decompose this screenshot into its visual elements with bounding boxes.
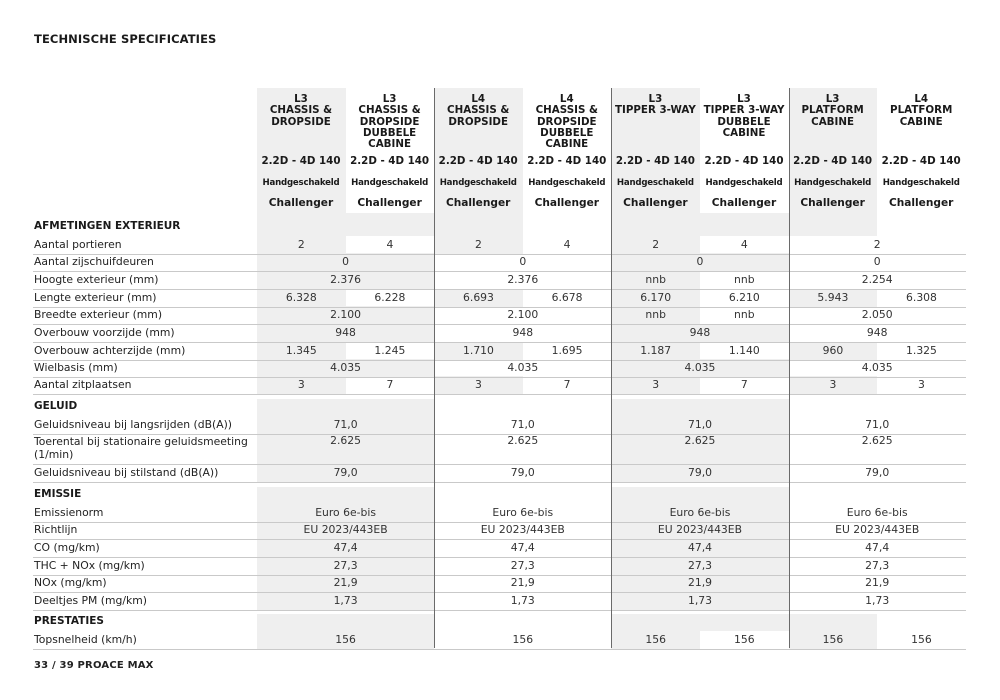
row-divider [33, 464, 966, 465]
row-label: Wielbasis (mm) [34, 361, 118, 374]
table-cell: 2.100 [330, 308, 362, 321]
table-cell: Euro 6e-bis [669, 506, 731, 519]
trim-label: Challenger [268, 197, 334, 209]
trim-label: Challenger [445, 197, 511, 209]
transmission-label: Handgeschakeld [262, 178, 340, 188]
table-cell: 2 [873, 238, 881, 251]
cell-shade [789, 213, 878, 236]
table-cell: 1.345 [285, 344, 317, 357]
model-name: L3 CHASSIS & DROPSIDE [269, 93, 333, 128]
transmission-label: Handgeschakeld [882, 178, 960, 188]
engine-label: 2.2D - 4D 140 [261, 155, 341, 167]
trim-label: Challenger [800, 197, 865, 209]
trim-label: Challenger [711, 197, 777, 209]
table-cell: nnb [734, 273, 755, 286]
engine-label: 2.2D - 4D 140 [350, 155, 430, 167]
transmission-label: Handgeschakeld [616, 178, 694, 188]
table-cell: 71,0 [865, 418, 890, 431]
table-cell: 6.228 [374, 291, 406, 304]
table-cell: 0 [873, 255, 881, 268]
table-cell: 0 [696, 255, 704, 268]
row-divider [33, 324, 966, 325]
model-name: L3 PLATFORM CABINE [801, 93, 864, 128]
engine-label: 2.2D - 4D 140 [881, 155, 961, 167]
table-cell: 71,0 [333, 418, 358, 431]
model-name: L3 TIPPER 3-WAY [614, 93, 696, 117]
page-footer: 33 / 39 PROACE MAX [34, 660, 154, 671]
row-label: Aantal zitplaatsen [34, 378, 132, 391]
row-divider [33, 342, 966, 343]
engine-label: 2.2D - 4D 140 [704, 155, 784, 167]
table-cell: 2 [652, 238, 660, 251]
table-cell: 948 [512, 326, 534, 339]
model-name: L4 CHASSIS & DROPSIDE DUBBELE CABINE [535, 93, 598, 151]
model-name: L3 CHASSIS & DROPSIDE DUBBELE CABINE [358, 93, 421, 151]
table-cell: 3 [829, 378, 837, 391]
table-cell: 4 [563, 238, 571, 251]
section-title: GELUID [34, 400, 78, 412]
row-label: THC + NOx (mg/km) [34, 559, 145, 572]
row-label: Richtlijn [34, 523, 78, 536]
table-cell: 6.170 [640, 291, 672, 304]
table-cell: 79,0 [333, 466, 358, 479]
table-cell: 21,9 [687, 576, 712, 589]
section-title: AFMETINGEN EXTERIEUR [34, 220, 181, 232]
row-divider [33, 482, 966, 483]
table-cell: 79,0 [865, 466, 890, 479]
table-cell: 47,4 [687, 541, 712, 554]
row-label: Aantal zijschuifdeuren [34, 255, 154, 268]
table-cell: 1.245 [374, 344, 406, 357]
table-cell: 1.710 [463, 344, 494, 357]
table-cell: 6.678 [551, 291, 583, 304]
row-label: Overbouw achterzijde (mm) [34, 344, 186, 357]
row-label: Aantal portieren [34, 238, 122, 251]
cell-shade [611, 399, 788, 416]
section-title: EMISSIE [34, 488, 82, 500]
table-cell: 1,73 [687, 594, 712, 607]
table-cell: 156 [733, 633, 755, 646]
cell-shade [434, 213, 523, 219]
table-cell: 156 [335, 633, 356, 646]
table-cell: 71,0 [510, 418, 535, 431]
row-label: Toerental bij stationaire geluidsmeeting (1/min) [34, 435, 248, 461]
table-cell: 2 [475, 238, 482, 251]
model-name: L4 CHASSIS & DROPSIDE [447, 93, 510, 128]
table-cell: 156 [911, 633, 932, 646]
engine-label: 2.2D - 4D 140 [793, 155, 873, 167]
table-cell: 27,3 [865, 559, 890, 572]
table-cell: 6.693 [463, 291, 494, 304]
table-cell: 27,3 [510, 559, 535, 572]
table-cell: 7 [386, 378, 394, 391]
table-cell: Euro 6e-bis [315, 506, 376, 519]
table-cell: 21,9 [865, 576, 890, 589]
row-divider [33, 557, 966, 558]
table-cell: 0 [342, 255, 350, 268]
table-cell: 1,73 [865, 594, 890, 607]
table-cell: 156 [645, 633, 666, 646]
column-header [257, 88, 345, 213]
cell-shade [611, 213, 788, 219]
engine-label: 2.2D - 4D 140 [527, 155, 607, 167]
table-cell: 79,0 [687, 466, 712, 479]
table-cell: 948 [689, 326, 711, 339]
row-divider [33, 271, 966, 272]
table-cell: 79,0 [510, 466, 535, 479]
table-cell: 47,4 [333, 541, 358, 554]
column-header [434, 88, 522, 213]
engine-label: 2.2D - 4D 140 [615, 155, 695, 167]
row-label: Geluidsniveau bij langsrijden (dB(A)) [34, 418, 233, 431]
table-cell: 960 [822, 344, 844, 357]
transmission-label: Handgeschakeld [351, 178, 429, 188]
table-cell: 2.254 [861, 273, 893, 286]
transmission-label: Handgeschakeld [794, 178, 872, 188]
table-cell: 27,3 [687, 559, 712, 572]
table-cell: 5.943 [817, 291, 849, 304]
table-cell: 21,9 [510, 576, 535, 589]
trim-label: Challenger [357, 197, 422, 209]
row-divider [33, 289, 966, 290]
row-label: NOx (mg/km) [34, 576, 107, 589]
table-cell: 1,73 [510, 594, 535, 607]
cell-shade [257, 219, 434, 236]
column-header [700, 88, 788, 213]
table-cell: nnb [734, 308, 755, 321]
model-name: L4 PLATFORM CABINE [890, 93, 953, 128]
table-cell: 2.625 [684, 434, 716, 447]
table-cell: 156 [822, 633, 844, 646]
table-cell: 2 [297, 238, 305, 251]
table-cell: 2.100 [507, 308, 539, 321]
table-cell: 948 [335, 326, 356, 339]
cell-shade [257, 399, 434, 416]
table-cell: 156 [512, 633, 534, 646]
cell-shade [257, 614, 434, 631]
table-cell: 2.376 [330, 273, 362, 286]
cell-shade [434, 219, 523, 236]
row-label: Topsnelheid (km/h) [34, 633, 137, 646]
table-cell: 4.035 [684, 361, 716, 374]
cell-shade [611, 487, 788, 504]
transmission-label: Handgeschakeld [439, 178, 517, 188]
row-divider [33, 592, 966, 593]
table-cell: 0 [519, 255, 527, 268]
table-cell: 3 [297, 378, 305, 391]
table-cell: 4.035 [861, 361, 893, 374]
row-label: Hoogte exterieur (mm) [34, 273, 159, 286]
engine-label: 2.2D - 4D 140 [438, 155, 518, 167]
table-cell: 1.187 [640, 344, 672, 357]
section-title: PRESTATIES [34, 615, 104, 627]
table-cell: 27,3 [333, 559, 358, 572]
column-header [611, 88, 699, 213]
cell-shade [611, 219, 788, 236]
table-cell: 4.035 [507, 361, 539, 374]
row-label: CO (mg/km) [34, 541, 100, 554]
trim-label: Challenger [623, 197, 688, 209]
table-cell: 4 [386, 238, 394, 251]
table-cell: Euro 6e-bis [846, 506, 908, 519]
cell-shade [789, 614, 878, 631]
table-cell: EU 2023/443EB [835, 523, 920, 536]
table-cell: 1.695 [551, 344, 583, 357]
row-label: Emissienorm [34, 506, 104, 519]
table-cell: 6.328 [285, 291, 317, 304]
table-cell: EU 2023/443EB [480, 523, 565, 536]
table-cell: 3 [475, 378, 482, 391]
table-cell: 7 [563, 378, 571, 391]
transmission-label: Handgeschakeld [705, 178, 783, 188]
table-cell: EU 2023/443EB [657, 523, 743, 536]
row-divider [33, 394, 966, 395]
table-cell: Euro 6e-bis [492, 506, 554, 519]
table-cell: 6.308 [906, 291, 937, 304]
column-header [346, 88, 434, 213]
cell-shade [257, 213, 434, 219]
cell-shade [611, 614, 788, 631]
row-label: Breedte exterieur (mm) [34, 308, 163, 321]
cell-shade [257, 487, 434, 504]
row-label: Geluidsniveau bij stilstand (dB(A)) [34, 466, 219, 479]
row-label: Overbouw voorzijde (mm) [34, 326, 175, 339]
table-cell: 2.625 [861, 434, 893, 447]
table-cell: 2.625 [507, 434, 539, 447]
table-cell: 4 [740, 238, 748, 251]
row-label: Lengte exterieur (mm) [34, 291, 157, 304]
trim-label: Challenger [888, 197, 954, 209]
table-cell: 4.035 [330, 361, 362, 374]
column-header [877, 88, 965, 213]
trim-label: Challenger [534, 197, 600, 209]
table-cell: 948 [866, 326, 888, 339]
table-cell: 1,73 [333, 594, 358, 607]
row-divider [33, 539, 966, 540]
table-cell: EU 2023/443EB [303, 523, 388, 536]
column-header [523, 88, 611, 213]
table-cell: 21,9 [333, 576, 358, 589]
table-cell: 2.625 [330, 434, 362, 447]
row-divider [33, 649, 966, 650]
row-label: Deeltjes PM (mg/km) [34, 594, 147, 607]
page-title: TECHNISCHE SPECIFICATIES [34, 32, 217, 46]
table-cell: 3 [918, 378, 925, 391]
table-cell: 6.210 [728, 291, 760, 304]
transmission-label: Handgeschakeld [528, 178, 606, 188]
table-cell: 2.050 [861, 308, 893, 321]
model-name: L3 TIPPER 3-WAY DUBBELE CABINE [703, 93, 785, 139]
table-cell: 7 [740, 378, 748, 391]
table-cell: 1.140 [728, 344, 760, 357]
table-cell: nnb [645, 308, 666, 321]
table-cell: 71,0 [687, 418, 712, 431]
table-cell: 2.376 [507, 273, 539, 286]
row-divider [33, 610, 966, 611]
table-cell: 1.325 [906, 344, 937, 357]
table-cell: nnb [645, 273, 666, 286]
table-cell: 47,4 [510, 541, 535, 554]
table-cell: 47,4 [865, 541, 890, 554]
table-cell: 3 [652, 378, 660, 391]
column-header [789, 88, 877, 213]
